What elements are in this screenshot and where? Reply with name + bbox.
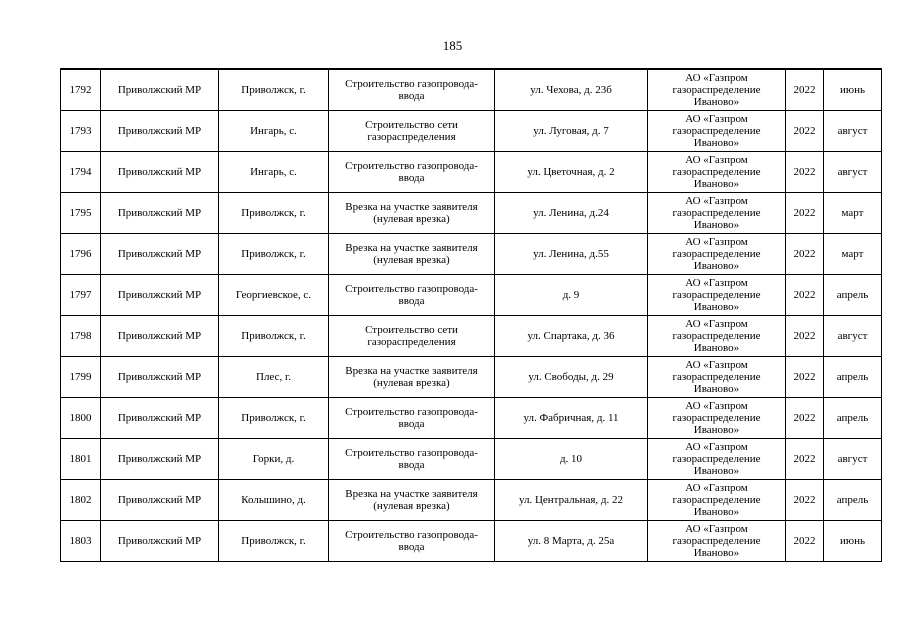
table-body <box>61 69 882 562</box>
address-cell-text: ул. Центральная, д. 22 <box>518 494 624 506</box>
organization-cell-text: АО «Газпром <box>685 359 748 371</box>
district-cell-text: Приволжский МР <box>117 84 202 96</box>
district-cell-text: Приволжский МР <box>117 125 202 137</box>
organization-cell-text: газораспределение <box>672 371 761 383</box>
organization-cell-text: Иваново» <box>693 424 740 436</box>
work-type-cell <box>329 480 495 521</box>
address-cell <box>495 480 648 521</box>
locality-cell <box>219 357 329 398</box>
organization-cell-text: Иваново» <box>693 342 740 354</box>
organization-cell-text: Иваново» <box>693 96 740 108</box>
table-row <box>61 521 882 562</box>
locality-cell-text: Приволжск, г. <box>241 248 306 260</box>
row-number-cell <box>61 398 101 439</box>
year-cell <box>786 316 824 357</box>
organization-cell-text: Иваново» <box>693 260 740 272</box>
address-cell <box>495 357 648 398</box>
organization-cell-text: АО «Газпром <box>685 195 748 207</box>
month-cell <box>824 152 882 193</box>
month-cell-text: август <box>837 330 868 342</box>
work-type-cell-text: ввода <box>398 295 425 307</box>
gas-works-table <box>60 68 882 562</box>
row-number-cell-text: 1792 <box>69 84 92 96</box>
district-cell-text: Приволжский МР <box>117 535 202 547</box>
row-number-cell <box>61 480 101 521</box>
organization-cell-text: АО «Газпром <box>685 523 748 535</box>
work-type-cell-text: Строительство газопровода- <box>345 529 478 541</box>
table-row <box>61 234 882 275</box>
row-number-cell <box>61 316 101 357</box>
work-type-cell-text: Врезка на участке заявителя <box>345 365 478 377</box>
work-type-cell <box>329 193 495 234</box>
year-cell-text: 2022 <box>793 453 816 465</box>
row-number-cell <box>61 521 101 562</box>
month-cell-text: март <box>841 207 864 219</box>
table-row <box>61 357 882 398</box>
district-cell <box>101 480 219 521</box>
address-cell-text: ул. Фабричная, д. 11 <box>523 412 619 424</box>
address-cell <box>495 69 648 111</box>
year-cell <box>786 357 824 398</box>
month-cell <box>824 234 882 275</box>
district-cell-text: Приволжский МР <box>117 207 202 219</box>
work-type-cell <box>329 439 495 480</box>
table-row <box>61 398 882 439</box>
month-cell-text: июнь <box>839 84 865 96</box>
work-type-cell-text: ввода <box>398 541 425 553</box>
month-cell-text: март <box>841 248 864 260</box>
year-cell <box>786 234 824 275</box>
organization-cell-text: газораспределение <box>672 494 761 506</box>
locality-cell-text: Приволжск, г. <box>241 330 306 342</box>
organization-cell-text: АО «Газпром <box>685 72 748 84</box>
table-row <box>61 69 882 111</box>
year-cell-text: 2022 <box>793 84 816 96</box>
year-cell-text: 2022 <box>793 166 816 178</box>
work-type-cell <box>329 398 495 439</box>
district-cell-text: Приволжский МР <box>117 494 202 506</box>
district-cell <box>101 193 219 234</box>
address-cell-text: ул. 8 Марта, д. 25а <box>527 535 615 547</box>
work-type-cell-text: газораспределения <box>367 131 456 143</box>
organization-cell <box>648 480 786 521</box>
organization-cell-text: Иваново» <box>693 465 740 477</box>
year-cell-text: 2022 <box>793 125 816 137</box>
district-cell <box>101 357 219 398</box>
address-cell <box>495 316 648 357</box>
row-number-cell <box>61 152 101 193</box>
organization-cell-text: АО «Газпром <box>685 318 748 330</box>
organization-cell <box>648 398 786 439</box>
locality-cell-text: Приволжск, г. <box>241 412 306 424</box>
address-cell <box>495 275 648 316</box>
organization-cell-text: газораспределение <box>672 125 761 137</box>
year-cell-text: 2022 <box>793 330 816 342</box>
locality-cell <box>219 439 329 480</box>
month-cell-text: июнь <box>839 535 865 547</box>
locality-cell-text: Горки, д. <box>252 453 295 465</box>
work-type-cell-text: Строительство газопровода- <box>345 447 478 459</box>
month-cell-text: апрель <box>836 412 869 424</box>
month-cell <box>824 193 882 234</box>
organization-cell <box>648 111 786 152</box>
address-cell-text: ул. Луговая, д. 7 <box>533 125 609 137</box>
district-cell-text: Приволжский МР <box>117 166 202 178</box>
organization-cell-text: Иваново» <box>693 547 740 559</box>
row-number-cell <box>61 234 101 275</box>
organization-cell-text: газораспределение <box>672 453 761 465</box>
year-cell <box>786 275 824 316</box>
locality-cell <box>219 234 329 275</box>
page-number: 185 <box>442 38 463 53</box>
organization-cell-text: Иваново» <box>693 506 740 518</box>
year-cell <box>786 439 824 480</box>
organization-cell <box>648 439 786 480</box>
row-number-cell <box>61 69 101 111</box>
month-cell <box>824 69 882 111</box>
organization-cell-text: газораспределение <box>672 289 761 301</box>
district-cell-text: Приволжский МР <box>117 289 202 301</box>
table-row <box>61 439 882 480</box>
organization-cell-text: АО «Газпром <box>685 400 748 412</box>
organization-cell-text: газораспределение <box>672 207 761 219</box>
month-cell <box>824 357 882 398</box>
organization-cell-text: газораспределение <box>672 248 761 260</box>
address-cell-text: ул. Спартака, д. 36 <box>527 330 615 342</box>
year-cell-text: 2022 <box>793 248 816 260</box>
row-number-cell <box>61 193 101 234</box>
organization-cell-text: АО «Газпром <box>685 236 748 248</box>
work-type-cell-text: Строительство сети <box>365 324 458 336</box>
locality-cell <box>219 111 329 152</box>
row-number-cell-text: 1796 <box>69 248 92 260</box>
row-number-cell <box>61 439 101 480</box>
address-cell <box>495 521 648 562</box>
work-type-cell <box>329 316 495 357</box>
year-cell-text: 2022 <box>793 535 816 547</box>
work-type-cell-text: (нулевая врезка) <box>373 254 450 266</box>
work-type-cell-text: ввода <box>398 459 425 471</box>
locality-cell <box>219 152 329 193</box>
row-number-cell-text: 1798 <box>69 330 92 342</box>
address-cell-text: ул. Ленина, д.55 <box>533 248 609 260</box>
year-cell <box>786 398 824 439</box>
row-number-cell-text: 1795 <box>69 207 92 219</box>
work-type-cell-text: Строительство газопровода- <box>345 160 478 172</box>
organization-cell <box>648 521 786 562</box>
month-cell <box>824 275 882 316</box>
address-cell <box>495 152 648 193</box>
organization-cell-text: АО «Газпром <box>685 277 748 289</box>
organization-cell-text: АО «Газпром <box>685 441 748 453</box>
organization-cell-text: газораспределение <box>672 330 761 342</box>
district-cell-text: Приволжский МР <box>117 330 202 342</box>
district-cell <box>101 234 219 275</box>
row-number-cell <box>61 357 101 398</box>
district-cell-text: Приволжский МР <box>117 371 202 383</box>
district-cell <box>101 521 219 562</box>
table-row <box>61 316 882 357</box>
locality-cell-text: Ингарь, с. <box>250 125 297 137</box>
work-type-cell-text: ввода <box>398 90 425 102</box>
year-cell-text: 2022 <box>793 494 816 506</box>
month-cell <box>824 480 882 521</box>
month-cell <box>824 439 882 480</box>
locality-cell-text: Приволжск, г. <box>241 84 306 96</box>
locality-cell <box>219 480 329 521</box>
organization-cell <box>648 193 786 234</box>
address-cell-text: ул. Свободы, д. 29 <box>528 371 614 383</box>
month-cell <box>824 111 882 152</box>
address-cell <box>495 398 648 439</box>
organization-cell <box>648 234 786 275</box>
work-type-cell-text: Врезка на участке заявителя <box>345 488 478 500</box>
month-cell <box>824 316 882 357</box>
organization-cell-text: газораспределение <box>672 412 761 424</box>
locality-cell <box>219 193 329 234</box>
month-cell-text: август <box>837 125 868 137</box>
organization-cell-text: Иваново» <box>693 178 740 190</box>
locality-cell-text: Ингарь, с. <box>250 166 297 178</box>
work-type-cell <box>329 275 495 316</box>
address-cell-text: д. 10 <box>559 453 583 465</box>
year-cell <box>786 152 824 193</box>
table-row <box>61 152 882 193</box>
organization-cell-text: Иваново» <box>693 301 740 313</box>
row-number-cell-text: 1800 <box>69 412 92 424</box>
organization-cell <box>648 275 786 316</box>
work-type-cell-text: Строительство сети <box>365 119 458 131</box>
month-cell-text: апрель <box>836 494 869 506</box>
district-cell <box>101 439 219 480</box>
address-cell-text: ул. Чехова, д. 23б <box>530 84 612 96</box>
month-cell-text: апрель <box>836 289 869 301</box>
work-type-cell-text: Строительство газопровода- <box>345 78 478 90</box>
year-cell <box>786 69 824 111</box>
district-cell <box>101 69 219 111</box>
locality-cell <box>219 398 329 439</box>
locality-cell <box>219 69 329 111</box>
address-cell <box>495 193 648 234</box>
work-type-cell-text: Строительство газопровода- <box>345 283 478 295</box>
organization-cell <box>648 69 786 111</box>
district-cell <box>101 111 219 152</box>
address-cell <box>495 234 648 275</box>
address-cell <box>495 111 648 152</box>
organization-cell-text: АО «Газпром <box>685 154 748 166</box>
organization-cell-text: газораспределение <box>672 166 761 178</box>
work-type-cell-text: Врезка на участке заявителя <box>345 242 478 254</box>
month-cell-text: апрель <box>836 371 869 383</box>
work-type-cell-text: (нулевая врезка) <box>373 213 450 225</box>
year-cell-text: 2022 <box>793 371 816 383</box>
table-row <box>61 480 882 521</box>
work-type-cell <box>329 69 495 111</box>
district-cell <box>101 316 219 357</box>
address-cell <box>495 439 648 480</box>
work-type-cell <box>329 152 495 193</box>
row-number-cell-text: 1793 <box>69 125 92 137</box>
locality-cell-text: Приволжск, г. <box>241 535 306 547</box>
table-row <box>61 111 882 152</box>
year-cell <box>786 480 824 521</box>
row-number-cell <box>61 275 101 316</box>
organization-cell <box>648 152 786 193</box>
district-cell-text: Приволжский МР <box>117 412 202 424</box>
work-type-cell-text: Врезка на участке заявителя <box>345 201 478 213</box>
organization-cell <box>648 357 786 398</box>
district-cell <box>101 398 219 439</box>
locality-cell <box>219 316 329 357</box>
organization-cell-text: Иваново» <box>693 137 740 149</box>
year-cell-text: 2022 <box>793 289 816 301</box>
row-number-cell-text: 1801 <box>69 453 92 465</box>
district-cell <box>101 275 219 316</box>
organization-cell-text: АО «Газпром <box>685 113 748 125</box>
row-number-cell-text: 1799 <box>69 371 92 383</box>
organization-cell-text: газораспределение <box>672 84 761 96</box>
table-row <box>61 193 882 234</box>
row-number-cell-text: 1794 <box>69 166 92 178</box>
month-cell-text: август <box>837 453 868 465</box>
work-type-cell-text: (нулевая врезка) <box>373 500 450 512</box>
work-type-cell-text: Строительство газопровода- <box>345 406 478 418</box>
organization-cell-text: Иваново» <box>693 383 740 395</box>
district-cell-text: Приволжский МР <box>117 453 202 465</box>
address-cell-text: д. 9 <box>562 289 580 301</box>
locality-cell <box>219 275 329 316</box>
month-cell <box>824 398 882 439</box>
locality-cell <box>219 521 329 562</box>
row-number-cell <box>61 111 101 152</box>
district-cell-text: Приволжский МР <box>117 248 202 260</box>
work-type-cell-text: ввода <box>398 418 425 430</box>
work-type-cell-text: (нулевая врезка) <box>373 377 450 389</box>
work-type-cell <box>329 111 495 152</box>
year-cell-text: 2022 <box>793 207 816 219</box>
work-type-cell <box>329 357 495 398</box>
locality-cell-text: Колышино, д. <box>241 494 306 506</box>
row-number-cell-text: 1802 <box>69 494 92 506</box>
organization-cell-text: АО «Газпром <box>685 482 748 494</box>
address-cell-text: ул. Цветочная, д. 2 <box>527 166 615 178</box>
organization-cell-text: газораспределение <box>672 535 761 547</box>
row-number-cell-text: 1803 <box>69 535 92 547</box>
work-type-cell-text: газораспределения <box>367 336 456 348</box>
locality-cell-text: Георгиевское, с. <box>235 289 312 301</box>
table-row <box>61 275 882 316</box>
year-cell-text: 2022 <box>793 412 816 424</box>
organization-cell-text: Иваново» <box>693 219 740 231</box>
month-cell <box>824 521 882 562</box>
district-cell <box>101 152 219 193</box>
locality-cell-text: Плес, г. <box>256 371 291 383</box>
address-cell-text: ул. Ленина, д.24 <box>533 207 609 219</box>
row-number-cell-text: 1797 <box>69 289 92 301</box>
locality-cell-text: Приволжск, г. <box>241 207 306 219</box>
year-cell <box>786 111 824 152</box>
year-cell <box>786 521 824 562</box>
work-type-cell-text: ввода <box>398 172 425 184</box>
work-type-cell <box>329 521 495 562</box>
year-cell <box>786 193 824 234</box>
month-cell-text: август <box>837 166 868 178</box>
work-type-cell <box>329 234 495 275</box>
organization-cell <box>648 316 786 357</box>
